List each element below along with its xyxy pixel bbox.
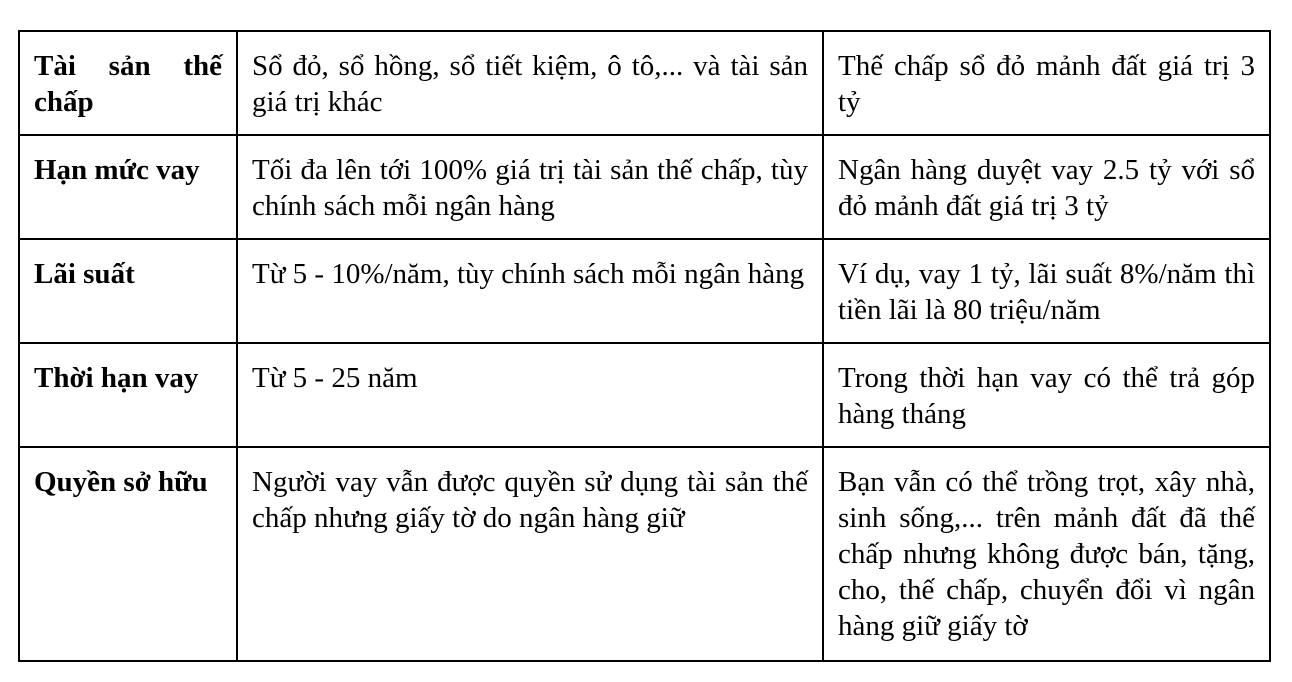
table-row <box>19 239 1270 343</box>
row-label: Quyền sở hữu <box>19 447 237 661</box>
row-description: Tối đa lên tới 100% giá trị tài sản thế chấp, tùy chính sách mỗi ngân hàng <box>237 135 823 239</box>
row-label: Hạn mức vay <box>19 135 237 239</box>
row-example: Ngân hàng duyệt vay 2.5 tỷ với sổ đỏ mảnh đất giá trị 3 tỷ <box>823 135 1270 239</box>
row-example: Ví dụ, vay 1 tỷ, lãi suất 8%/năm thì tiền lãi là 80 triệu/năm <box>823 239 1270 343</box>
row-description: Sổ đỏ, sổ hồng, sổ tiết kiệm, ô tô,... và tài sản giá trị khác <box>237 31 823 135</box>
table-row <box>19 135 1270 239</box>
table-row <box>19 31 1270 135</box>
row-description: Từ 5 - 10%/năm, tùy chính sách mỗi ngân hàng <box>237 239 823 343</box>
row-example: Trong thời hạn vay có thể trả góp hàng tháng <box>823 343 1270 447</box>
table-row <box>19 447 1270 661</box>
row-description: Từ 5 - 25 năm <box>237 343 823 447</box>
row-example: Bạn vẫn có thể trồng trọt, xây nhà, sinh sống,... trên mảnh đất đã thế chấp nhưng không được bán, tặng, cho, thế chấp, chuyển đổi vì ngân hàng giữ giấy tờ <box>823 447 1270 661</box>
loan-info-table <box>18 30 1271 662</box>
row-label: Lãi suất <box>19 239 237 343</box>
table-row <box>19 343 1270 447</box>
row-label: Tài sản thế chấp <box>19 31 237 135</box>
row-label: Thời hạn vay <box>19 343 237 447</box>
row-example: Thế chấp sổ đỏ mảnh đất giá trị 3 tỷ <box>823 31 1270 135</box>
row-description: Người vay vẫn được quyền sử dụng tài sản thế chấp nhưng giấy tờ do ngân hàng giữ <box>237 447 823 661</box>
